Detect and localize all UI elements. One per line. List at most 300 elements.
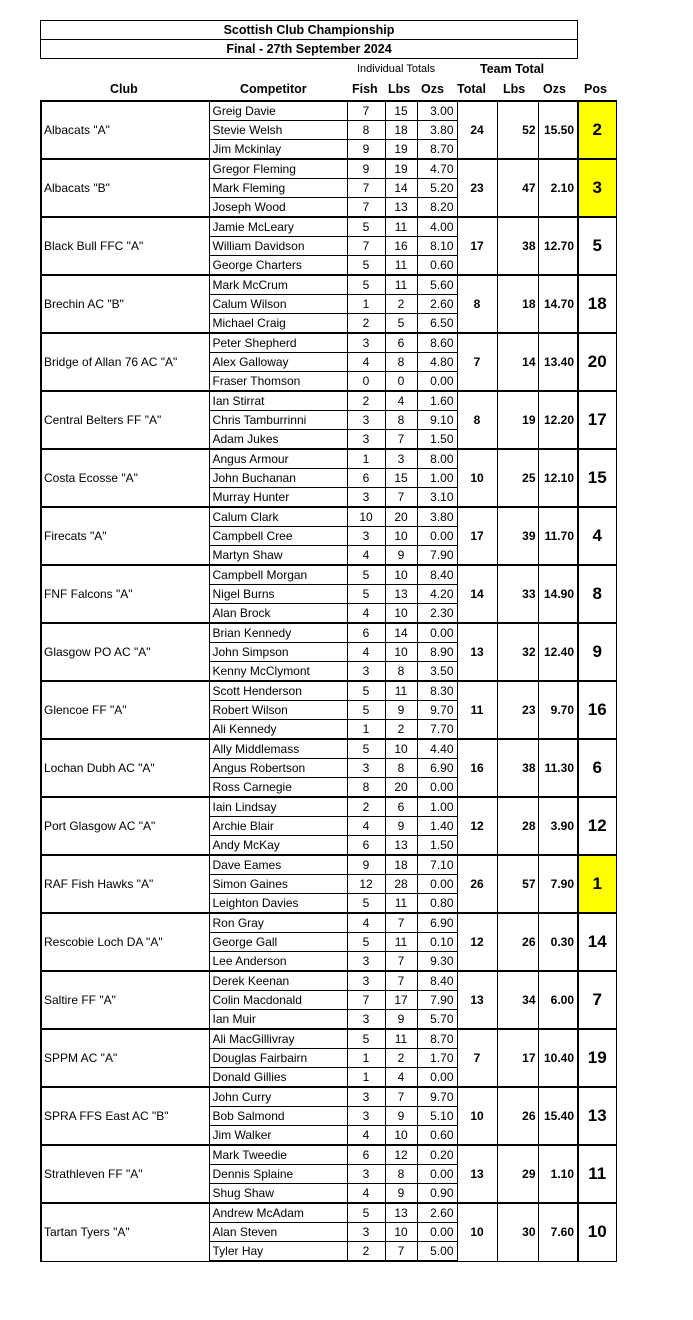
fish-count: 5 [347,933,385,952]
fish-count: 3 [347,1087,385,1107]
table-row [41,507,616,527]
position: 8 [578,565,616,623]
team-lbs: 28 [497,797,538,855]
team-ozs: 11.30 [538,739,578,797]
lbs-value: 11 [385,681,417,701]
ozs-value: 0.00 [417,1068,457,1088]
competitor-name: Simon Gaines [209,875,347,894]
competitor-name: Iain Lindsay [209,797,347,817]
ozs-value: 8.70 [417,140,457,160]
competitor-name: John Curry [209,1087,347,1107]
team-ozs: 2.10 [538,159,578,217]
competitor-name: Mark Tweedie [209,1145,347,1165]
lbs-value: 5 [385,314,417,334]
competitor-name: Archie Blair [209,817,347,836]
position: 10 [578,1203,616,1261]
lbs-value: 9 [385,1184,417,1204]
table-row [41,159,616,179]
fish-count: 3 [347,971,385,991]
fish-count: 3 [347,662,385,682]
fish-count: 4 [347,643,385,662]
fish-count: 5 [347,681,385,701]
table-row [41,333,616,353]
competitor-name: Douglas Fairbairn [209,1049,347,1068]
lbs-value: 9 [385,1107,417,1126]
fish-count: 9 [347,855,385,875]
lbs-value: 19 [385,140,417,160]
ozs-value: 8.90 [417,643,457,662]
competitor-name: Derek Keenan [209,971,347,991]
lbs-value: 14 [385,623,417,643]
ozs-value: 8.20 [417,198,457,218]
position: 1 [578,855,616,913]
club-name: Glencoe FF "A" [41,681,209,739]
lbs-value: 13 [385,836,417,856]
fish-count: 5 [347,217,385,237]
position: 15 [578,449,616,507]
team-ozs: 0.30 [538,913,578,971]
club-name: RAF Fish Hawks "A" [41,855,209,913]
competitor-name: Greig Davie [209,101,347,121]
lbs-value: 15 [385,101,417,121]
lbs-value: 8 [385,353,417,372]
fish-count: 2 [347,314,385,334]
lbs-value: 10 [385,1126,417,1146]
lbs-value: 7 [385,913,417,933]
ozs-value: 8.10 [417,237,457,256]
fish-count: 3 [347,759,385,778]
ozs-value: 8.40 [417,565,457,585]
fish-count: 5 [347,585,385,604]
ozs-value: 5.10 [417,1107,457,1126]
fish-count: 5 [347,739,385,759]
lbs-value: 4 [385,1068,417,1088]
ozs-value: 0.90 [417,1184,457,1204]
ozs-value: 8.60 [417,333,457,353]
competitor-name: Peter Shepherd [209,333,347,353]
position: 7 [578,971,616,1029]
ozs-value: 1.00 [417,797,457,817]
lbs-value: 8 [385,662,417,682]
fish-count: 4 [347,1126,385,1146]
ozs-value: 7.70 [417,720,457,740]
lbs-value: 6 [385,797,417,817]
fish-count: 9 [347,159,385,179]
club-name: Costa Ecosse "A" [41,449,209,507]
table-row [41,855,616,875]
table-row [41,913,616,933]
club-name: SPRA FFS East AC "B" [41,1087,209,1145]
ozs-value: 7.90 [417,991,457,1010]
competitor-name: Jim Walker [209,1126,347,1146]
competitor-name: Ian Muir [209,1010,347,1030]
lbs-value: 6 [385,333,417,353]
ozs-value: 5.20 [417,179,457,198]
competitor-name: Mark McCrum [209,275,347,295]
lbs-value: 20 [385,778,417,798]
ozs-value: 1.50 [417,430,457,450]
competitor-name: Andrew McAdam [209,1203,347,1223]
team-lbs: 57 [497,855,538,913]
position: 11 [578,1145,616,1203]
position: 2 [578,101,616,159]
individual-totals-header: Individual Totals [357,63,436,75]
team-total: 12 [457,913,497,971]
ozs-value: 0.00 [417,1223,457,1242]
team-total: 14 [457,565,497,623]
fish-count: 5 [347,894,385,914]
team-lbs: 38 [497,739,538,797]
club-name: Strathleven FF "A" [41,1145,209,1203]
competitor-name: Alex Galloway [209,353,347,372]
competitor-name: Michael Craig [209,314,347,334]
fish-count: 1 [347,720,385,740]
lbs-value: 10 [385,527,417,546]
competitor-name: Fraser Thomson [209,372,347,392]
position: 17 [578,391,616,449]
lbs-value: 10 [385,739,417,759]
page-title: Scottish Club Championship [40,20,578,40]
lbs-value: 2 [385,295,417,314]
ozs-value: 2.60 [417,295,457,314]
team-total: 13 [457,971,497,1029]
lbs-value: 11 [385,217,417,237]
competitor-column-header: Competitor [240,82,307,96]
position: 19 [578,1029,616,1087]
fish-count: 6 [347,469,385,488]
table-row [41,1087,616,1107]
competitor-name: Lee Anderson [209,952,347,972]
team-total: 24 [457,101,497,159]
lbs-value: 9 [385,817,417,836]
ozs-value: 0.00 [417,527,457,546]
ozs-value: 9.70 [417,1087,457,1107]
team-total: 17 [457,507,497,565]
team-ozs: 9.70 [538,681,578,739]
ozs-value: 3.80 [417,507,457,527]
team-ozs: 13.40 [538,333,578,391]
team-ozs: 15.50 [538,101,578,159]
fish-count: 3 [347,333,385,353]
fish-count: 7 [347,101,385,121]
competitor-name: Martyn Shaw [209,546,347,566]
team-ozs: 15.40 [538,1087,578,1145]
position: 14 [578,913,616,971]
lbs-value: 18 [385,121,417,140]
ozs-value: 6.50 [417,314,457,334]
ozs-value: 6.90 [417,759,457,778]
ozs-value: 2.30 [417,604,457,624]
table-row [41,739,616,759]
table-row [41,1203,616,1223]
club-name: Firecats "A" [41,507,209,565]
ozs-value: 2.60 [417,1203,457,1223]
ozs-value: 8.00 [417,449,457,469]
ozs-value: 1.40 [417,817,457,836]
competitor-name: Andy McKay [209,836,347,856]
fish-count: 4 [347,546,385,566]
team-lbs: 14 [497,333,538,391]
team-total: 12 [457,797,497,855]
table-row [41,971,616,991]
competitor-name: Alan Brock [209,604,347,624]
ozs-value: 5.00 [417,1242,457,1262]
position: 13 [578,1087,616,1145]
fish-count: 3 [347,527,385,546]
lbs-value: 10 [385,565,417,585]
fish-count: 3 [347,1165,385,1184]
fish-count: 3 [347,411,385,430]
team-total: 7 [457,1029,497,1087]
ozs-value: 1.00 [417,469,457,488]
lbs-value: 15 [385,469,417,488]
fish-count: 5 [347,1203,385,1223]
team-lbs: 17 [497,1029,538,1087]
competitor-name: Ross Carnegie [209,778,347,798]
competitor-name: Robert Wilson [209,701,347,720]
results-table [40,100,617,1262]
team-lbs: 38 [497,217,538,275]
ozs-value: 1.70 [417,1049,457,1068]
lbs-value: 8 [385,759,417,778]
lbs-value: 10 [385,1223,417,1242]
club-name: Black Bull FFC "A" [41,217,209,275]
table-row [41,449,616,469]
fish-count: 1 [347,1049,385,1068]
lbs-value: 2 [385,1049,417,1068]
lbs-value: 12 [385,1145,417,1165]
team-lbs: 29 [497,1145,538,1203]
position: 3 [578,159,616,217]
club-name: Bridge of Allan 76 AC "A" [41,333,209,391]
fish-count: 7 [347,237,385,256]
club-column-header: Club [110,82,138,96]
competitor-name: Angus Robertson [209,759,347,778]
fish-count: 8 [347,778,385,798]
fish-count: 9 [347,140,385,160]
team-ozs: 11.70 [538,507,578,565]
ozs-value: 1.60 [417,391,457,411]
fish-count: 3 [347,1223,385,1242]
lbs-value: 11 [385,275,417,295]
fish-count: 1 [347,295,385,314]
lbs-value: 19 [385,159,417,179]
competitor-name: Angus Armour [209,449,347,469]
ozs-value: 0.00 [417,623,457,643]
competitor-name: Jim Mckinlay [209,140,347,160]
fish-count: 3 [347,1107,385,1126]
team-total: 7 [457,333,497,391]
lbs-value: 7 [385,430,417,450]
competitor-name: George Charters [209,256,347,276]
fish-count: 7 [347,179,385,198]
team-ozs: 10.40 [538,1029,578,1087]
team-lbs: 34 [497,971,538,1029]
fish-count: 0 [347,372,385,392]
ozs-value: 0.60 [417,1126,457,1146]
competitor-name: Colin Macdonald [209,991,347,1010]
fish-count: 12 [347,875,385,894]
team-total: 26 [457,855,497,913]
fish-count: 7 [347,991,385,1010]
table-row [41,275,616,295]
competitor-name: Nigel Burns [209,585,347,604]
team-lbs: 39 [497,507,538,565]
lbs-value: 10 [385,604,417,624]
ozs-value: 3.00 [417,101,457,121]
ozs-value: 0.60 [417,256,457,276]
lbs-value: 8 [385,1165,417,1184]
club-name: Albacats "B" [41,159,209,217]
lbs-value: 17 [385,991,417,1010]
lbs-value: 28 [385,875,417,894]
team-ozs: 12.10 [538,449,578,507]
club-name: Glasgow PO AC "A" [41,623,209,681]
competitor-name: Ally Middlemass [209,739,347,759]
ozs-value: 7.90 [417,546,457,566]
fish-count: 6 [347,1145,385,1165]
ozs-value: 3.10 [417,488,457,508]
lbs-value: 11 [385,256,417,276]
competitor-name: Brian Kennedy [209,623,347,643]
competitor-name: Ron Gray [209,913,347,933]
lbs-value: 9 [385,1010,417,1030]
fish-count: 4 [347,604,385,624]
competitor-name: George Gall [209,933,347,952]
fish-count: 5 [347,565,385,585]
lbs-value: 11 [385,1029,417,1049]
team-total: 23 [457,159,497,217]
lbs-value: 11 [385,933,417,952]
table-row [41,217,616,237]
fish-column-header: Fish [352,82,378,96]
fish-count: 3 [347,1010,385,1030]
fish-count: 5 [347,701,385,720]
fish-count: 4 [347,913,385,933]
fish-count: 3 [347,952,385,972]
competitor-name: Alan Steven [209,1223,347,1242]
competitor-name: Stevie Welsh [209,121,347,140]
lbs-value: 4 [385,391,417,411]
position: 12 [578,797,616,855]
team-lbs: 26 [497,913,538,971]
competitor-name: Leighton Davies [209,894,347,914]
team-lbs-column-header: Lbs [503,82,526,96]
fish-count: 6 [347,623,385,643]
ozs-value: 8.30 [417,681,457,701]
lbs-value: 16 [385,237,417,256]
ozs-value: 8.70 [417,1029,457,1049]
competitor-name: Mark Fleming [209,179,347,198]
table-row [41,565,616,585]
competitor-name: Campbell Cree [209,527,347,546]
lbs-value: 20 [385,507,417,527]
team-lbs: 23 [497,681,538,739]
ozs-value: 3.80 [417,121,457,140]
table-row [41,1029,616,1049]
fish-count: 2 [347,391,385,411]
lbs-value: 7 [385,952,417,972]
team-ozs: 14.90 [538,565,578,623]
competitor-name: Shug Shaw [209,1184,347,1204]
team-ozs: 12.20 [538,391,578,449]
team-total: 10 [457,449,497,507]
team-total: 10 [457,1087,497,1145]
team-ozs: 14.70 [538,275,578,333]
team-lbs: 18 [497,275,538,333]
club-name: FNF Falcons "A" [41,565,209,623]
position: 4 [578,507,616,565]
competitor-name: Ali MacGillivray [209,1029,347,1049]
team-total-header: Team Total [480,62,545,76]
fish-count: 10 [347,507,385,527]
team-lbs: 33 [497,565,538,623]
table-row [41,797,616,817]
competitor-name: Dave Eames [209,855,347,875]
ozs-value: 0.00 [417,372,457,392]
team-ozs: 3.90 [538,797,578,855]
ozs-value: 4.00 [417,217,457,237]
table-row [41,681,616,701]
competitor-name: Ian Stirrat [209,391,347,411]
competitor-name: Campbell Morgan [209,565,347,585]
lbs-value: 13 [385,198,417,218]
team-total: 13 [457,1145,497,1203]
competitor-name: William Davidson [209,237,347,256]
lbs-column-header: Lbs [388,82,411,96]
team-total: 11 [457,681,497,739]
competitor-name: Bob Salmond [209,1107,347,1126]
ozs-value: 4.20 [417,585,457,604]
competitor-name: John Buchanan [209,469,347,488]
team-ozs: 6.00 [538,971,578,1029]
ozs-value: 4.70 [417,159,457,179]
competitor-name: Calum Clark [209,507,347,527]
ozs-value: 5.70 [417,1010,457,1030]
table-row [41,1145,616,1165]
club-name: Central Belters FF "A" [41,391,209,449]
lbs-value: 9 [385,546,417,566]
team-lbs: 19 [497,391,538,449]
ozs-value: 4.80 [417,353,457,372]
lbs-value: 8 [385,411,417,430]
team-lbs: 26 [497,1087,538,1145]
lbs-value: 7 [385,971,417,991]
ozs-value: 0.00 [417,875,457,894]
lbs-value: 11 [385,894,417,914]
competitor-name: Donald Gillies [209,1068,347,1088]
lbs-value: 18 [385,855,417,875]
ozs-value: 8.40 [417,971,457,991]
competitor-name: Kenny McClymont [209,662,347,682]
ozs-value: 3.50 [417,662,457,682]
fish-count: 4 [347,1184,385,1204]
competitor-name: Joseph Wood [209,198,347,218]
club-name: Lochan Dubh AC "A" [41,739,209,797]
table-row [41,101,616,121]
lbs-value: 7 [385,488,417,508]
ozs-value: 9.30 [417,952,457,972]
ozs-value: 0.00 [417,1165,457,1184]
fish-count: 7 [347,198,385,218]
lbs-value: 14 [385,179,417,198]
ozs-value: 1.50 [417,836,457,856]
team-ozs: 7.60 [538,1203,578,1261]
fish-count: 2 [347,797,385,817]
table-row [41,391,616,411]
team-lbs: 52 [497,101,538,159]
team-lbs: 25 [497,449,538,507]
